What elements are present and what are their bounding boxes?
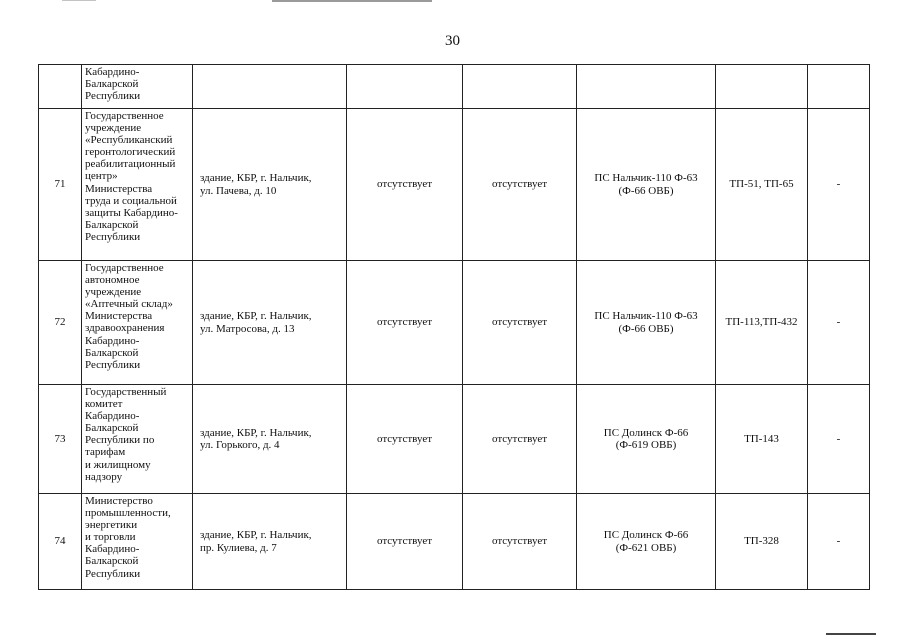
- text-line: здание, КБР, г. Нальчик,: [200, 529, 312, 542]
- cell-col5: [463, 65, 577, 109]
- table-row: [39, 261, 870, 385]
- cell-substation: [577, 109, 716, 261]
- text-line: Республики: [85, 90, 141, 103]
- text-line: Республики: [85, 567, 141, 580]
- text-line: энергетики: [85, 519, 138, 532]
- text-line: комитет: [85, 398, 123, 411]
- cell-col5: отсутствует: [463, 494, 577, 590]
- cell-organization-name: [82, 109, 193, 261]
- text-line: Кабардино-: [85, 66, 140, 78]
- page-number: 30: [445, 33, 460, 49]
- cell-transformer-points: ТП-143: [716, 385, 808, 494]
- cell-organization-name: [82, 65, 193, 109]
- text-line: здание, КБР, г. Нальчик,: [200, 172, 312, 185]
- cell-transformer-points: ТП-51, ТП-65: [716, 109, 808, 261]
- text-line: и жилищному: [85, 458, 151, 471]
- text-line: здравоохранения: [85, 322, 165, 335]
- text-line: ПС Долинск Ф-66: [603, 426, 689, 439]
- scan-artifact-top-left: [62, 0, 96, 1]
- scan-artifact-top-rule: [272, 0, 432, 2]
- text-line: ПС Нальчик-110 Ф-63: [594, 310, 698, 323]
- text-line: (Ф-621 ОВБ): [615, 541, 677, 554]
- cell-transformer-points: ТП-113,ТП-432: [716, 261, 808, 385]
- table-row: [39, 494, 870, 590]
- text-line: Государственное: [85, 110, 164, 122]
- cell-col4: отсутствует: [347, 494, 463, 590]
- text-line: здание, КБР, г. Нальчик,: [200, 426, 312, 439]
- cell-last: -: [808, 385, 870, 494]
- cell-num: [39, 65, 82, 109]
- cell-col4: [347, 65, 463, 109]
- text-line: пр. Кулиева, д. 7: [200, 541, 277, 554]
- scan-artifact-bottom-rule: [826, 633, 876, 635]
- text-line: геронтологический: [85, 146, 176, 159]
- cell-num: 72: [39, 261, 82, 385]
- text-line: Балкарской: [85, 422, 139, 435]
- table-row-carryover: [39, 65, 870, 109]
- text-line: реабилитационный: [85, 158, 176, 171]
- text-line: Республики по: [85, 434, 155, 447]
- cell-num: 73: [39, 385, 82, 494]
- cell-substation: [577, 385, 716, 494]
- text-line: «Аптечный склад»: [85, 298, 173, 311]
- cell-last: [808, 65, 870, 109]
- text-line: автономное: [85, 274, 140, 287]
- text-line: учреждение: [85, 122, 142, 135]
- text-line: ул. Горького, д. 4: [200, 439, 280, 451]
- text-line: ПС Нальчик-110 Ф-63: [594, 172, 698, 185]
- cell-col5: отсутствует: [463, 261, 577, 385]
- text-line: Кабардино-: [85, 410, 140, 423]
- text-line: надзору: [85, 470, 123, 483]
- cell-substation: [577, 494, 716, 590]
- text-line: Министерство: [85, 495, 153, 507]
- cell-organization-name: [82, 494, 193, 590]
- text-line: ул. Пачева, д. 10: [200, 184, 277, 197]
- text-line: Государственное: [85, 262, 164, 274]
- table-row: [39, 109, 870, 261]
- cell-transformer-points: ТП-328: [716, 494, 808, 590]
- cell-substation: [577, 65, 716, 109]
- cell-col4: отсутствует: [347, 261, 463, 385]
- cell-col5: отсутствует: [463, 109, 577, 261]
- text-line: ул. Матросова, д. 13: [200, 322, 295, 335]
- text-line: (Ф-66 ОВБ): [618, 322, 674, 335]
- cell-num: 71: [39, 109, 82, 261]
- text-line: Балкарской: [85, 346, 139, 359]
- cell-last: -: [808, 494, 870, 590]
- text-line: ПС Долинск Ф-66: [603, 529, 689, 542]
- text-line: труда и социальной: [85, 194, 177, 207]
- text-line: Кабардино-: [85, 334, 140, 347]
- cell-address: [193, 65, 347, 109]
- cell-address: [193, 261, 347, 385]
- cell-last: -: [808, 261, 870, 385]
- cell-col4: отсутствует: [347, 385, 463, 494]
- text-line: центр»: [85, 170, 118, 183]
- text-line: (Ф-66 ОВБ): [618, 184, 674, 197]
- text-line: «Республиканский: [85, 134, 173, 147]
- cell-substation: [577, 261, 716, 385]
- text-line: тарифам: [85, 446, 126, 459]
- text-line: защиты Кабардино-: [85, 206, 178, 219]
- text-line: Кабардино-: [85, 543, 140, 556]
- text-line: и торговли: [85, 531, 136, 544]
- text-line: Балкарской: [85, 78, 139, 91]
- cell-address: [193, 385, 347, 494]
- text-line: Республики: [85, 358, 141, 371]
- cell-organization-name: [82, 385, 193, 494]
- text-line: Республики: [85, 230, 141, 243]
- text-line: Балкарской: [85, 555, 139, 568]
- text-line: Министерства: [85, 182, 153, 195]
- objects-table: [38, 64, 870, 590]
- text-line: здание, КБР, г. Нальчик,: [200, 310, 312, 323]
- cell-num: 74: [39, 494, 82, 590]
- cell-last: -: [808, 109, 870, 261]
- text-line: учреждение: [85, 286, 142, 299]
- table-row: [39, 385, 870, 494]
- text-line: (Ф-619 ОВБ): [615, 439, 677, 451]
- cell-transformer-points: [716, 65, 808, 109]
- cell-col4: отсутствует: [347, 109, 463, 261]
- cell-col5: отсутствует: [463, 385, 577, 494]
- text-line: Балкарской: [85, 218, 139, 231]
- text-line: Министерства: [85, 310, 153, 323]
- cell-address: [193, 109, 347, 261]
- text-line: промышленности,: [85, 507, 171, 520]
- cell-organization-name: [82, 261, 193, 385]
- cell-address: [193, 494, 347, 590]
- text-line: Государственный: [85, 386, 167, 398]
